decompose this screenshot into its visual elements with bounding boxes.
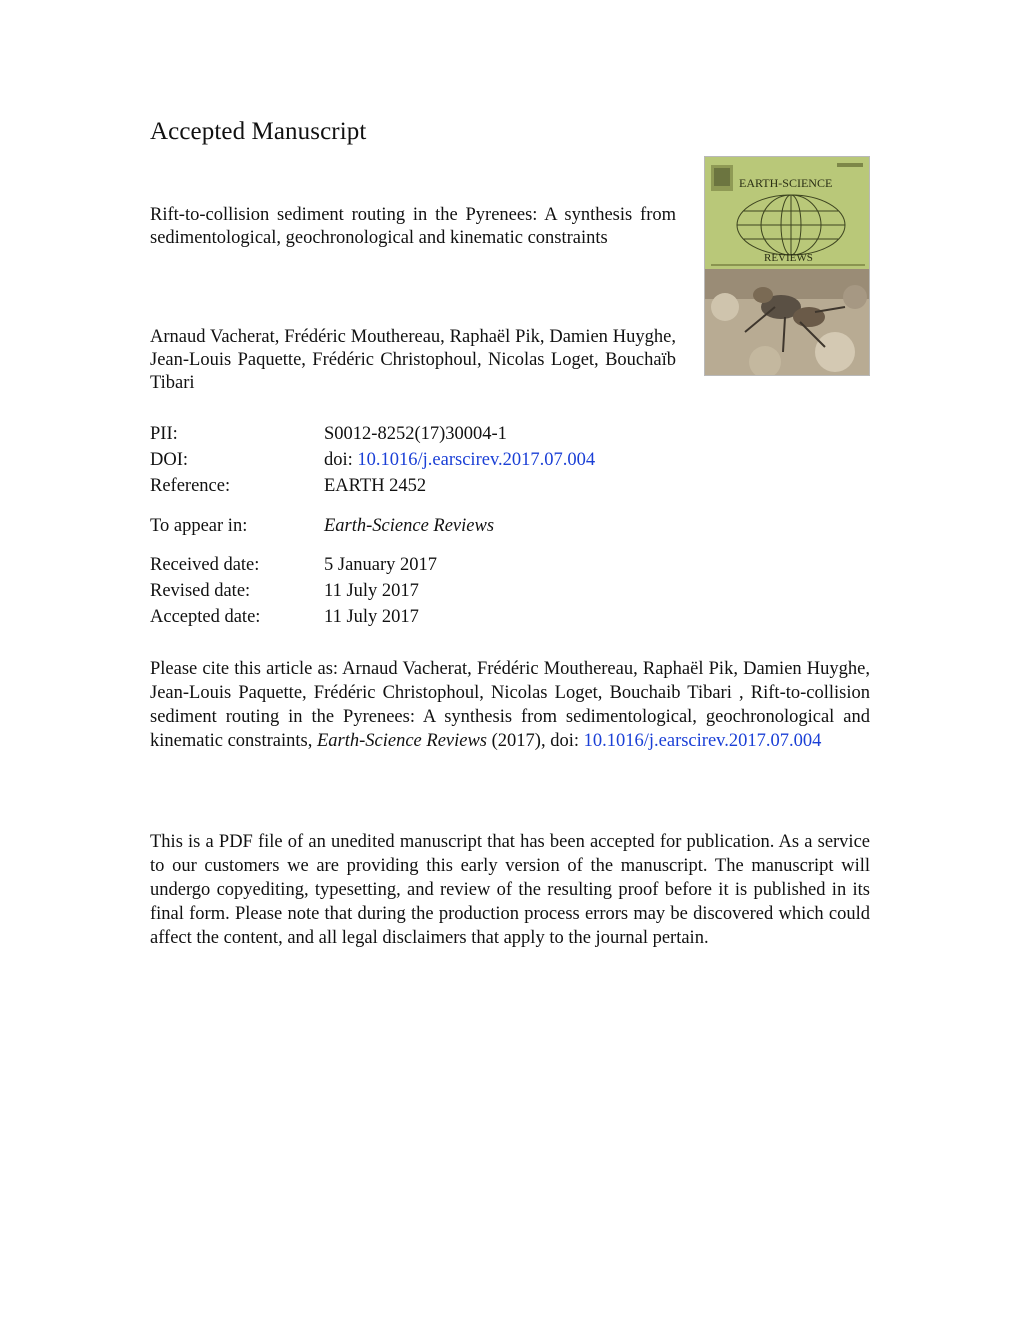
doi-link[interactable]: 10.1016/j.earscirev.2017.07.004 xyxy=(357,450,596,470)
accepted-row xyxy=(150,604,437,630)
received-value: 5 January 2017 xyxy=(324,555,438,575)
disclaimer-paragraph: This is a PDF file of an unedited manuscript that has been accepted for publication. As a service to our customers we are providing this early version of the manuscript. The manuscript will undergo copyediting, typesetting, and review of the resulting proof before it is published in its final form. Please note that during the production process errors may be discovered which could affect the content, and all legal disclaimers that apply to the journal pertain. xyxy=(150,832,870,948)
appear-in-block xyxy=(150,513,494,539)
accepted-value: 11 July 2017 xyxy=(324,607,419,627)
accepted-label: Accepted date: xyxy=(150,607,261,627)
article-title: Rift-to-collision sediment routing in the Pyrenees: A synthesis from sedimentological, geochronological and kinematic constraints xyxy=(150,205,676,248)
pii-row xyxy=(150,421,595,447)
revised-row xyxy=(150,578,437,604)
cover-photo xyxy=(705,269,870,376)
cover-journal-name-2: REVIEWS xyxy=(764,252,813,264)
appear-row xyxy=(150,513,494,539)
citation-journal: Earth-Science Reviews xyxy=(316,731,488,751)
citation-doi-prefix: (2017), doi: xyxy=(487,731,584,751)
journal-cover-image xyxy=(704,156,870,376)
reference-value: EARTH 2452 xyxy=(324,476,427,496)
doi-prefix: doi: xyxy=(324,450,353,470)
pii-label: PII: xyxy=(150,424,178,444)
pii-value: S0012-8252(17)30004-1 xyxy=(324,424,507,444)
page-heading: Accepted Manuscript xyxy=(150,118,367,145)
reference-label: Reference: xyxy=(150,476,231,496)
doi-label: DOI: xyxy=(150,450,189,470)
revised-value: 11 July 2017 xyxy=(324,581,419,601)
manuscript-identifiers xyxy=(150,421,595,499)
doi-row xyxy=(150,447,595,473)
author-list: Arnaud Vacherat, Frédéric Mouthereau, Raphaël Pik, Damien Huyghe, Jean-Louis Paquette, Frédéric Christophoul, Nicolas Loget, Bouchaïb Tibari xyxy=(150,327,676,393)
appear-value: Earth-Science Reviews xyxy=(324,516,495,536)
reference-row xyxy=(150,473,595,499)
revised-label: Revised date: xyxy=(150,581,251,601)
appear-label: To appear in: xyxy=(150,516,248,536)
citation-text: Please cite this article as: Arnaud Vacherat, Frédéric Mouthereau, Raphaël Pik, Damien Huyghe, Jean-Louis Paquette, Frédéric Christophoul, Nicolas Loget, Bouchaib Tibari , Rift-to-collision sediment routing in the Pyrenees: A synthesis from sedimentological, geochronological and kinematic constraints, xyxy=(150,659,870,751)
received-row xyxy=(150,552,437,578)
citation-paragraph xyxy=(150,657,870,753)
dates-block xyxy=(150,552,437,630)
received-label: Received date: xyxy=(150,555,260,575)
cover-journal-name: EARTH-SCIENCE xyxy=(739,176,833,190)
globe-icon xyxy=(737,195,845,255)
citation-doi-link[interactable]: 10.1016/j.earscirev.2017.07.004 xyxy=(583,731,822,751)
